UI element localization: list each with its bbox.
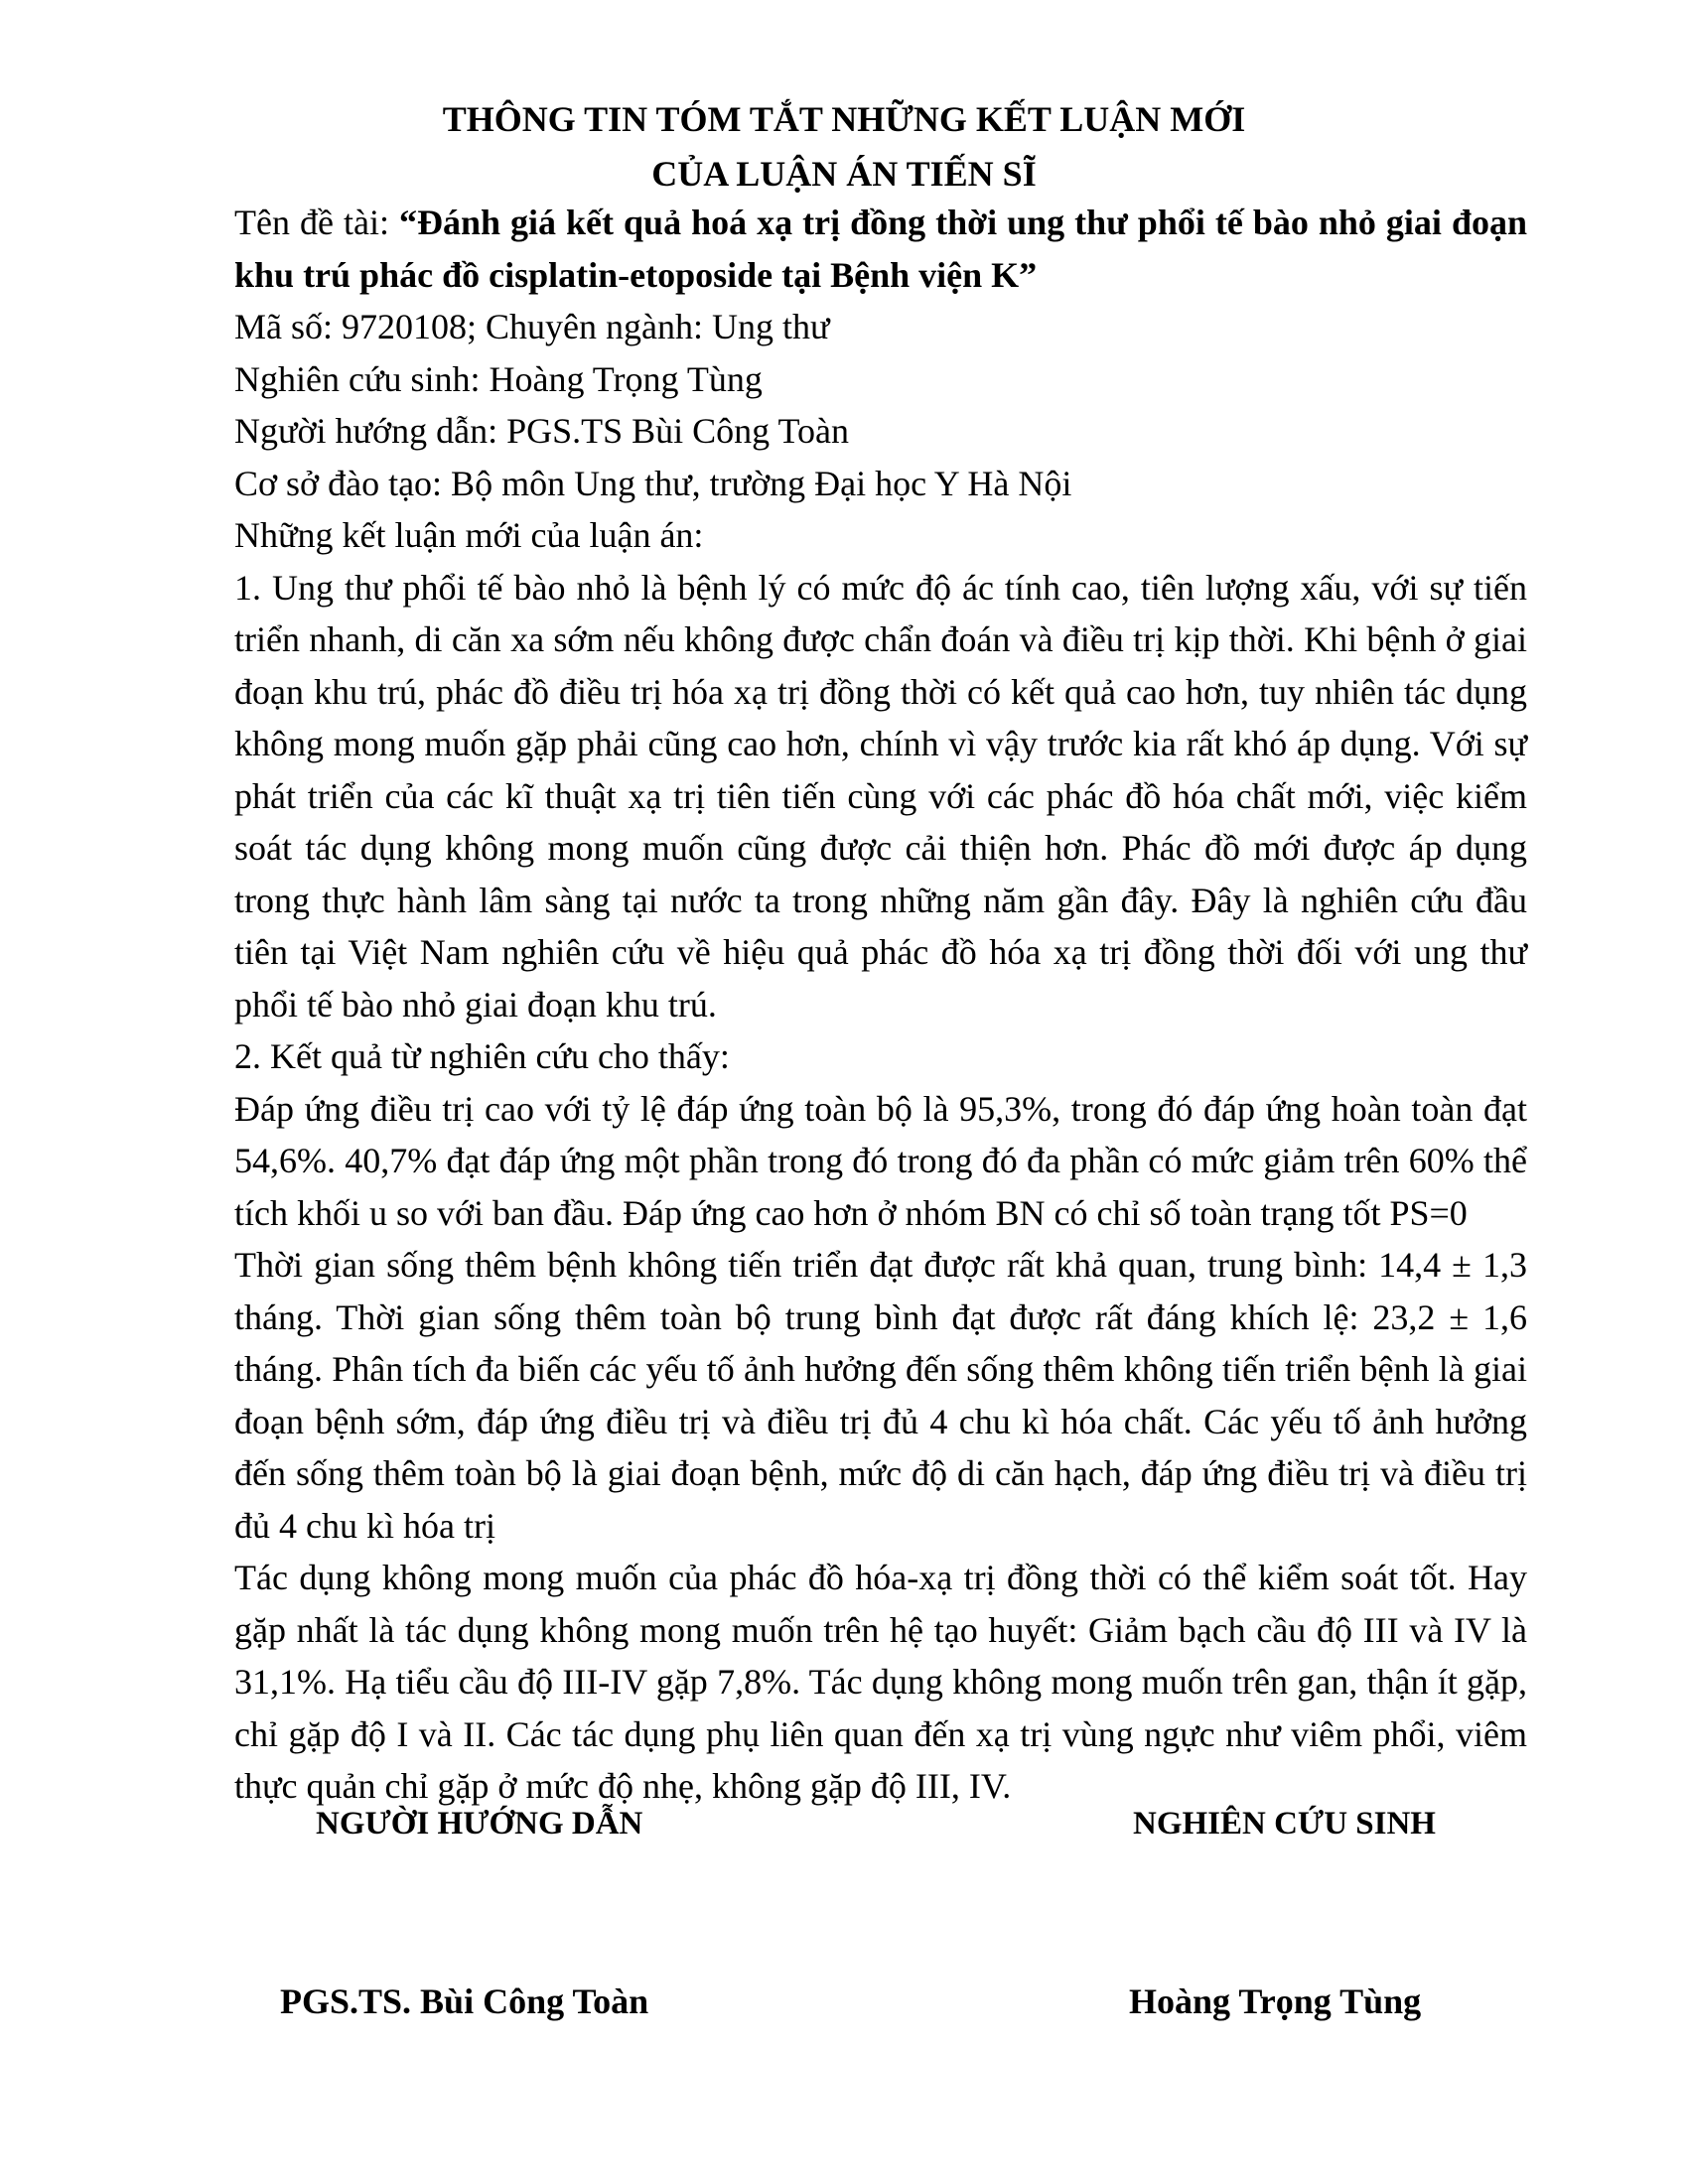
student-line: Nghiên cứu sinh: Hoàng Trọng Tùng <box>234 358 763 399</box>
conclusion-point-2-toxicity: Tác dụng không mong muốn của phác đồ hóa-xạ trị đồng thời có thể kiểm soát tốt. Hay gặp nhất là tác dụng không mong muốn trên hệ tạo huyết: Giảm bạch cầu độ III và IV là 31,1%. Hạ tiểu cầu độ III-IV gặp 7,8%. Tác dụng không mong muốn trên gan, thận ít gặp, chỉ gặp độ I và II. Các tác dụng phụ liên quan đến xạ trị vùng ngực như viêm phổi, viêm thực quản chỉ gặp ở mức độ nhẹ, không gặp độ III, IV. <box>234 1558 1527 1806</box>
conclusion-point-1: 1. Ung thư phổi tế bào nhỏ là bệnh lý có mức độ ác tính cao, tiên lượng xấu, với sự tiến triển nhanh, di căn xa sớm nếu không được chẩn đoán và điều trị kịp thời. Khi bệnh ở giai đoạn khu trú, phác đồ điều trị hóa xạ trị đồng thời có kết quả cao hơn, tuy nhiên tác dụng không mong muốn gặp phải cũng cao hơn, chính vì vậy trước kia rất khó áp dụng. Với sự phát triển của các kĩ thuật xạ trị tiên tiến cùng với các phác đồ hóa chất mới, việc kiểm soát tác dụng không mong muốn cũng được cải thiện hơn. Phác đồ mới được áp dụng trong thực hành lâm sàng tại nước ta trong những năm gần đây. Đây là nghiên cứu đầu tiên tại Việt Nam nghiên cứu về hiệu quả phác đồ hóa xạ trị đồng thời đối với ung thư phổi tế bào nhỏ giai đoạn khu trú. <box>234 567 1527 1024</box>
institution-line: Cơ sở đào tạo: Bộ môn Ung thư, trường Đại học Y Hà Nội <box>234 463 1072 503</box>
student-signature-heading: NGHIÊN CỨU SINH <box>1133 1806 1436 1842</box>
student-signature-name: Hoàng Trọng Tùng <box>1129 1981 1422 2021</box>
advisor-signature-name: PGS.TS. Bùi Công Toàn <box>280 1981 649 2021</box>
conclusion-point-2-response: Đáp ứng điều trị cao với tỷ lệ đáp ứng toàn bộ là 95,3%, trong đó đáp ứng hoàn toàn đạt 54,6%. 40,7% đạt đáp ứng một phần trong đó trong đó đa phần có mức giảm trên 60% thể tích khối u so với ban đầu. Đáp ứng cao hơn ở nhóm BN có chỉ số toàn trạng tốt PS=0 <box>234 1088 1527 1233</box>
document-title-line2: CỦA LUẬN ÁN TIẾN SĨ <box>651 154 1037 194</box>
document-title-line1: THÔNG TIN TÓM TẮT NHỮNG KẾT LUẬN MỚI <box>442 99 1246 139</box>
conclusion-point-2-survival: Thời gian sống thêm bệnh không tiến triển đạt được rất khả quan, trung bình: 14,4 ± 1,3 tháng. Thời gian sống thêm toàn bộ trung bình đạt được rất đáng khích lệ: 23,2 ± 1,6 tháng. Phân tích đa biến các yếu tố ảnh hưởng đến sống thêm không tiến triển bệnh là giai đoạn bệnh sớm, đáp ứng điều trị và điều trị đủ 4 chu kì hóa chất. Các yếu tố ảnh hưởng đến sống thêm toàn bộ là giai đoạn bệnh, mức độ di căn hạch, đáp ứng điều trị và điều trị đủ 4 chu kì hóa trị <box>234 1245 1527 1546</box>
topic-line <box>234 197 1527 301</box>
topic-label: Tên đề tài: <box>234 203 399 242</box>
document-body <box>234 197 1527 1813</box>
advisor-signature-heading: NGƯỜI HƯỚNG DẪN <box>316 1806 643 1842</box>
conclusions-heading: Những kết luận mới của luận án: <box>234 515 704 555</box>
code-line: Mã số: 9720108; Chuyên ngành: Ung thư <box>234 307 830 346</box>
topic-title: “Đánh giá kết quả hoá xạ trị đồng thời ung thư phổi tế bào nhỏ giai đoạn khu trú phác đồ cisplatin-etoposide tại Bệnh viện K” <box>234 203 1527 295</box>
advisor-line: Người hướng dẫn: PGS.TS Bùi Công Toàn <box>234 411 849 451</box>
conclusion-point-2-heading: 2. Kết quả từ nghiên cứu cho thấy: <box>234 1036 730 1076</box>
